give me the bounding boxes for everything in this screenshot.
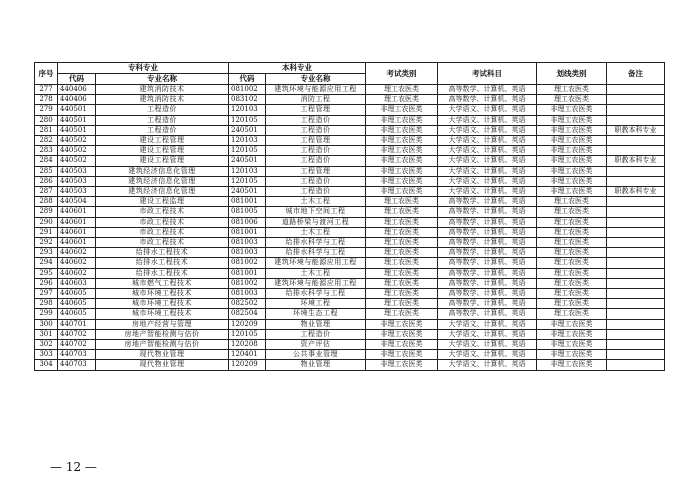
row-bk-name: 工程造价	[266, 156, 366, 166]
row-bk-name: 给排水科学与工程	[266, 289, 366, 299]
header-exam-type: 考试类别	[366, 63, 438, 85]
row-bk-name: 工程造价	[266, 125, 366, 135]
row-exam-type: 理工农医类	[366, 299, 438, 309]
row-seq: 285	[35, 166, 58, 176]
row-subjects: 大学语文、计算机、英语	[438, 105, 537, 115]
row-zk-name: 建设工程管理	[96, 136, 229, 146]
row-zk-code: 440501	[58, 105, 96, 115]
row-zk-code: 440406	[58, 85, 96, 95]
row-zk-name: 给排水工程技术	[96, 248, 229, 258]
row-bk-name: 建筑环境与能源应用工程	[266, 258, 366, 268]
row-zk-name: 建筑消防技术	[96, 85, 229, 95]
row-exam-type: 理工农医类	[366, 207, 438, 217]
row-bk-code: 120103	[229, 136, 266, 146]
row-zk-code: 440601	[58, 227, 96, 237]
row-line-type: 理工农医类	[537, 217, 607, 227]
table-row	[35, 115, 665, 125]
row-bk-code: 081001	[229, 268, 266, 278]
row-seq: 301	[35, 329, 58, 339]
row-subjects: 高等数学、计算机、英语	[438, 85, 537, 95]
row-subjects: 高等数学、计算机、英语	[438, 268, 537, 278]
row-line-type: 非理工农医类	[537, 146, 607, 156]
row-bk-name: 工程管理	[266, 105, 366, 115]
table-row	[35, 95, 665, 105]
row-bk-name: 物业管理	[266, 319, 366, 329]
row-bk-code: 081003	[229, 289, 266, 299]
row-zk-name: 给排水工程技术	[96, 268, 229, 278]
row-seq: 297	[35, 289, 58, 299]
row-bk-name: 环境工程	[266, 299, 366, 309]
row-remark	[607, 309, 665, 319]
row-zk-code: 440703	[58, 360, 96, 370]
table-row	[35, 125, 665, 135]
row-exam-type: 非理工农医类	[366, 360, 438, 370]
row-exam-type: 非理工农医类	[366, 329, 438, 339]
row-subjects: 大学语文、计算机、英语	[438, 340, 537, 350]
row-zk-name: 建设工程管理	[96, 146, 229, 156]
row-subjects: 高等数学、计算机、英语	[438, 278, 537, 288]
row-line-type: 理工农医类	[537, 278, 607, 288]
row-bk-code: 120209	[229, 360, 266, 370]
row-zk-name: 现代物业管理	[96, 350, 229, 360]
table-row	[35, 258, 665, 268]
row-exam-type: 非理工农医类	[366, 340, 438, 350]
row-bk-name: 工程管理	[266, 166, 366, 176]
row-seq: 299	[35, 309, 58, 319]
table-row	[35, 238, 665, 248]
row-bk-name: 工程造价	[266, 187, 366, 197]
row-remark	[607, 85, 665, 95]
row-line-type: 理工农医类	[537, 227, 607, 237]
row-bk-name: 工程管理	[266, 136, 366, 146]
table-row	[35, 136, 665, 146]
row-line-type: 非理工农医类	[537, 125, 607, 135]
row-bk-name: 资产评估	[266, 340, 366, 350]
row-subjects: 高等数学、计算机、英语	[438, 248, 537, 258]
table-row	[35, 360, 665, 370]
row-subjects: 高等数学、计算机、英语	[438, 289, 537, 299]
row-bk-name: 公共事业管理	[266, 350, 366, 360]
row-exam-type: 理工农医类	[366, 217, 438, 227]
table-row	[35, 105, 665, 115]
row-subjects: 大学语文、计算机、英语	[438, 166, 537, 176]
row-remark	[607, 289, 665, 299]
row-line-type: 理工农医类	[537, 85, 607, 95]
row-seq: 277	[35, 85, 58, 95]
row-seq: 291	[35, 227, 58, 237]
row-zk-name: 建筑经济信息化管理	[96, 166, 229, 176]
row-zk-name: 市政工程技术	[96, 238, 229, 248]
table-row	[35, 248, 665, 258]
row-line-type: 理工农医类	[537, 309, 607, 319]
row-exam-type: 非理工农医类	[366, 156, 438, 166]
row-exam-type: 非理工农医类	[366, 166, 438, 176]
row-exam-type: 理工农医类	[366, 227, 438, 237]
row-subjects: 大学语文、计算机、英语	[438, 156, 537, 166]
row-zk-name: 工程造价	[96, 125, 229, 135]
row-zk-code: 440605	[58, 309, 96, 319]
row-remark	[607, 115, 665, 125]
row-line-type: 非理工农医类	[537, 156, 607, 166]
header-zk-code: 代码	[58, 74, 96, 85]
row-seq: 289	[35, 207, 58, 217]
row-remark	[607, 299, 665, 309]
row-seq: 304	[35, 360, 58, 370]
row-bk-name: 工程造价	[266, 146, 366, 156]
table-row	[35, 278, 665, 288]
row-seq: 302	[35, 340, 58, 350]
row-remark	[607, 227, 665, 237]
table-row	[35, 187, 665, 197]
row-zk-code: 440601	[58, 238, 96, 248]
row-remark	[607, 238, 665, 248]
row-line-type: 非理工农医类	[537, 187, 607, 197]
row-zk-code: 440503	[58, 166, 96, 176]
row-bk-name: 工程造价	[266, 329, 366, 339]
row-exam-type: 非理工农医类	[366, 115, 438, 125]
row-exam-type: 理工农医类	[366, 289, 438, 299]
row-subjects: 高等数学、计算机、英语	[438, 217, 537, 227]
row-remark	[607, 248, 665, 258]
row-bk-code: 240501	[229, 187, 266, 197]
row-exam-type: 理工农医类	[366, 197, 438, 207]
header-zhuanke: 专科专业	[58, 63, 229, 74]
row-remark	[607, 258, 665, 268]
row-zk-name: 房地产智能检测与估价	[96, 329, 229, 339]
row-exam-type: 理工农医类	[366, 309, 438, 319]
row-remark	[607, 340, 665, 350]
row-line-type: 理工农医类	[537, 268, 607, 278]
table-row	[35, 289, 665, 299]
row-exam-type: 非理工农医类	[366, 105, 438, 115]
row-zk-code: 440605	[58, 289, 96, 299]
row-bk-code: 081006	[229, 217, 266, 227]
table-row	[35, 85, 665, 95]
row-seq: 283	[35, 146, 58, 156]
row-remark	[607, 146, 665, 156]
row-zk-name: 现代物业管理	[96, 360, 229, 370]
row-bk-code: 081002	[229, 278, 266, 288]
row-subjects: 大学语文、计算机、英语	[438, 319, 537, 329]
row-zk-name: 建设工程管理	[96, 156, 229, 166]
row-exam-type: 理工农医类	[366, 248, 438, 258]
row-zk-name: 建筑经济信息化管理	[96, 187, 229, 197]
row-bk-code: 120103	[229, 105, 266, 115]
row-zk-code: 440501	[58, 115, 96, 125]
row-line-type: 非理工农医类	[537, 136, 607, 146]
row-zk-code: 440602	[58, 268, 96, 278]
row-subjects: 高等数学、计算机、英语	[438, 197, 537, 207]
header-line-type: 划线类别	[537, 63, 607, 85]
table-row	[35, 268, 665, 278]
row-remark	[607, 329, 665, 339]
row-subjects: 大学语文、计算机、英语	[438, 136, 537, 146]
row-line-type: 理工农医类	[537, 197, 607, 207]
row-zk-code: 440504	[58, 197, 96, 207]
row-bk-code: 081001	[229, 197, 266, 207]
row-bk-name: 建筑环境与能源应用工程	[266, 85, 366, 95]
row-line-type: 理工农医类	[537, 258, 607, 268]
row-bk-code: 081002	[229, 258, 266, 268]
row-remark	[607, 166, 665, 176]
table-row	[35, 340, 665, 350]
row-line-type: 非理工农医类	[537, 350, 607, 360]
row-exam-type: 理工农医类	[366, 95, 438, 105]
row-bk-code: 083102	[229, 95, 266, 105]
row-bk-code: 120105	[229, 146, 266, 156]
table-row	[35, 299, 665, 309]
row-exam-type: 理工农医类	[366, 258, 438, 268]
row-subjects: 大学语文、计算机、英语	[438, 350, 537, 360]
table-row	[35, 227, 665, 237]
row-remark	[607, 95, 665, 105]
row-remark	[607, 360, 665, 370]
row-zk-name: 市政工程技术	[96, 207, 229, 217]
row-exam-type: 非理工农医类	[366, 176, 438, 186]
row-seq: 280	[35, 115, 58, 125]
row-zk-name: 建设工程监理	[96, 197, 229, 207]
table-body	[35, 85, 665, 371]
table-header	[35, 63, 665, 85]
row-exam-type: 理工农医类	[366, 268, 438, 278]
row-zk-code: 440602	[58, 248, 96, 258]
row-exam-type: 理工农医类	[366, 85, 438, 95]
table-row	[35, 156, 665, 166]
row-subjects: 高等数学、计算机、英语	[438, 299, 537, 309]
row-exam-type: 理工农医类	[366, 238, 438, 248]
row-zk-name: 工程造价	[96, 105, 229, 115]
row-zk-name: 建筑经济信息化管理	[96, 176, 229, 186]
row-remark	[607, 350, 665, 360]
row-bk-name: 工程造价	[266, 115, 366, 125]
row-seq: 303	[35, 350, 58, 360]
row-remark: 职教本科专业	[607, 187, 665, 197]
row-zk-code: 440503	[58, 187, 96, 197]
admissions-table-sheet	[34, 62, 664, 371]
row-bk-code: 081003	[229, 238, 266, 248]
row-bk-name: 给排水科学与工程	[266, 248, 366, 258]
row-bk-name: 道路桥梁与渡河工程	[266, 217, 366, 227]
page-number: — 12 —	[50, 460, 97, 474]
row-seq: 287	[35, 187, 58, 197]
row-seq: 298	[35, 299, 58, 309]
row-line-type: 理工农医类	[537, 289, 607, 299]
row-remark	[607, 176, 665, 186]
row-seq: 294	[35, 258, 58, 268]
row-remark	[607, 197, 665, 207]
row-seq: 278	[35, 95, 58, 105]
admissions-table	[34, 62, 665, 371]
row-zk-code: 440702	[58, 340, 96, 350]
row-subjects: 大学语文、计算机、英语	[438, 187, 537, 197]
row-line-type: 非理工农医类	[537, 105, 607, 115]
row-seq: 288	[35, 197, 58, 207]
row-line-type: 理工农医类	[537, 207, 607, 217]
row-line-type: 非理工农医类	[537, 360, 607, 370]
row-zk-code: 440603	[58, 278, 96, 288]
row-bk-code: 120105	[229, 115, 266, 125]
table-row	[35, 197, 665, 207]
row-remark: 职教本科专业	[607, 156, 665, 166]
row-bk-name: 土木工程	[266, 227, 366, 237]
table-row	[35, 146, 665, 156]
row-bk-name: 工程造价	[266, 176, 366, 186]
row-line-type: 非理工农医类	[537, 340, 607, 350]
row-bk-code: 082504	[229, 309, 266, 319]
row-subjects: 高等数学、计算机、英语	[438, 238, 537, 248]
table-row	[35, 329, 665, 339]
row-bk-code: 081003	[229, 248, 266, 258]
row-bk-code: 120103	[229, 166, 266, 176]
row-line-type: 理工农医类	[537, 299, 607, 309]
row-zk-name: 房地产智能检测与估价	[96, 340, 229, 350]
row-seq: 286	[35, 176, 58, 186]
table-row	[35, 207, 665, 217]
row-zk-code: 440702	[58, 329, 96, 339]
row-seq: 293	[35, 248, 58, 258]
row-zk-code: 440703	[58, 350, 96, 360]
row-line-type: 理工农医类	[537, 248, 607, 258]
row-zk-name: 城市环境工程技术	[96, 299, 229, 309]
row-remark	[607, 207, 665, 217]
row-subjects: 高等数学、计算机、英语	[438, 207, 537, 217]
row-zk-name: 市政工程技术	[96, 227, 229, 237]
row-bk-name: 城市地下空间工程	[266, 207, 366, 217]
row-subjects: 大学语文、计算机、英语	[438, 329, 537, 339]
row-zk-name: 城市环境工程技术	[96, 309, 229, 319]
row-subjects: 大学语文、计算机、英语	[438, 115, 537, 125]
row-subjects: 高等数学、计算机、英语	[438, 95, 537, 105]
row-seq: 296	[35, 278, 58, 288]
row-remark: 职教本科专业	[607, 125, 665, 135]
row-exam-type: 非理工农医类	[366, 125, 438, 135]
row-zk-name: 城市环境工程技术	[96, 289, 229, 299]
row-bk-name: 物业管理	[266, 360, 366, 370]
row-remark	[607, 319, 665, 329]
row-line-type: 非理工农医类	[537, 176, 607, 186]
row-bk-code: 081001	[229, 227, 266, 237]
row-remark	[607, 278, 665, 288]
row-remark	[607, 268, 665, 278]
row-seq: 284	[35, 156, 58, 166]
table-row	[35, 166, 665, 176]
row-subjects: 大学语文、计算机、英语	[438, 360, 537, 370]
row-zk-code: 440502	[58, 136, 96, 146]
row-zk-code: 440406	[58, 95, 96, 105]
row-zk-code: 440701	[58, 319, 96, 329]
table-row	[35, 217, 665, 227]
row-exam-type: 非理工农医类	[366, 350, 438, 360]
row-line-type: 非理工农医类	[537, 115, 607, 125]
row-subjects: 大学语文、计算机、英语	[438, 176, 537, 186]
row-exam-type: 非理工农医类	[366, 187, 438, 197]
row-zk-code: 440602	[58, 258, 96, 268]
table-row	[35, 309, 665, 319]
row-zk-code: 440601	[58, 207, 96, 217]
row-exam-type: 非理工农医类	[366, 136, 438, 146]
table-row	[35, 319, 665, 329]
row-zk-name: 房地产经营与管理	[96, 319, 229, 329]
row-seq: 279	[35, 105, 58, 115]
row-bk-code: 120401	[229, 350, 266, 360]
header-seq: 序号	[35, 63, 58, 85]
row-zk-code: 440501	[58, 125, 96, 135]
row-line-type: 非理工农医类	[537, 166, 607, 176]
row-line-type: 理工农医类	[537, 238, 607, 248]
header-zk-name: 专业名称	[96, 74, 229, 85]
table-row	[35, 350, 665, 360]
row-seq: 290	[35, 217, 58, 227]
row-subjects: 高等数学、计算机、英语	[438, 309, 537, 319]
row-zk-name: 工程造价	[96, 115, 229, 125]
row-zk-code: 440605	[58, 299, 96, 309]
row-zk-code: 440601	[58, 217, 96, 227]
row-bk-name: 给排水科学与工程	[266, 238, 366, 248]
header-benke: 本科专业	[229, 63, 366, 74]
row-line-type: 非理工农医类	[537, 329, 607, 339]
row-bk-code: 082502	[229, 299, 266, 309]
row-bk-code: 120209	[229, 319, 266, 329]
row-subjects: 高等数学、计算机、英语	[438, 258, 537, 268]
header-remark: 备注	[607, 63, 665, 85]
row-zk-name: 给排水工程技术	[96, 258, 229, 268]
header-bk-code: 代码	[229, 74, 266, 85]
row-bk-code: 240501	[229, 125, 266, 135]
row-zk-code: 440502	[58, 156, 96, 166]
row-bk-code: 240501	[229, 156, 266, 166]
table-row	[35, 176, 665, 186]
row-remark	[607, 136, 665, 146]
row-subjects: 大学语文、计算机、英语	[438, 125, 537, 135]
row-zk-name: 市政工程技术	[96, 217, 229, 227]
row-bk-name: 环境生态工程	[266, 309, 366, 319]
row-bk-code: 120105	[229, 176, 266, 186]
header-exam-subjects: 考试科目	[438, 63, 537, 85]
row-bk-name: 建筑环境与能源应用工程	[266, 278, 366, 288]
row-subjects: 高等数学、计算机、英语	[438, 227, 537, 237]
row-line-type: 理工农医类	[537, 95, 607, 105]
row-bk-code: 120208	[229, 340, 266, 350]
row-subjects: 大学语文、计算机、英语	[438, 146, 537, 156]
row-bk-name: 土木工程	[266, 197, 366, 207]
header-bk-name: 专业名称	[266, 74, 366, 85]
row-seq: 282	[35, 136, 58, 146]
row-zk-name: 建筑消防技术	[96, 95, 229, 105]
row-bk-name: 消防工程	[266, 95, 366, 105]
row-bk-code: 120105	[229, 329, 266, 339]
row-exam-type: 非理工农医类	[366, 319, 438, 329]
row-line-type: 非理工农医类	[537, 319, 607, 329]
row-seq: 292	[35, 238, 58, 248]
row-seq: 281	[35, 125, 58, 135]
row-bk-code: 081002	[229, 85, 266, 95]
row-bk-name: 土木工程	[266, 268, 366, 278]
row-zk-code: 440502	[58, 146, 96, 156]
row-remark	[607, 105, 665, 115]
row-seq: 300	[35, 319, 58, 329]
row-zk-name: 城市燃气工程技术	[96, 278, 229, 288]
row-seq: 295	[35, 268, 58, 278]
row-bk-code: 081005	[229, 207, 266, 217]
row-exam-type: 理工农医类	[366, 278, 438, 288]
row-remark	[607, 217, 665, 227]
row-zk-code: 440503	[58, 176, 96, 186]
row-exam-type: 非理工农医类	[366, 146, 438, 156]
